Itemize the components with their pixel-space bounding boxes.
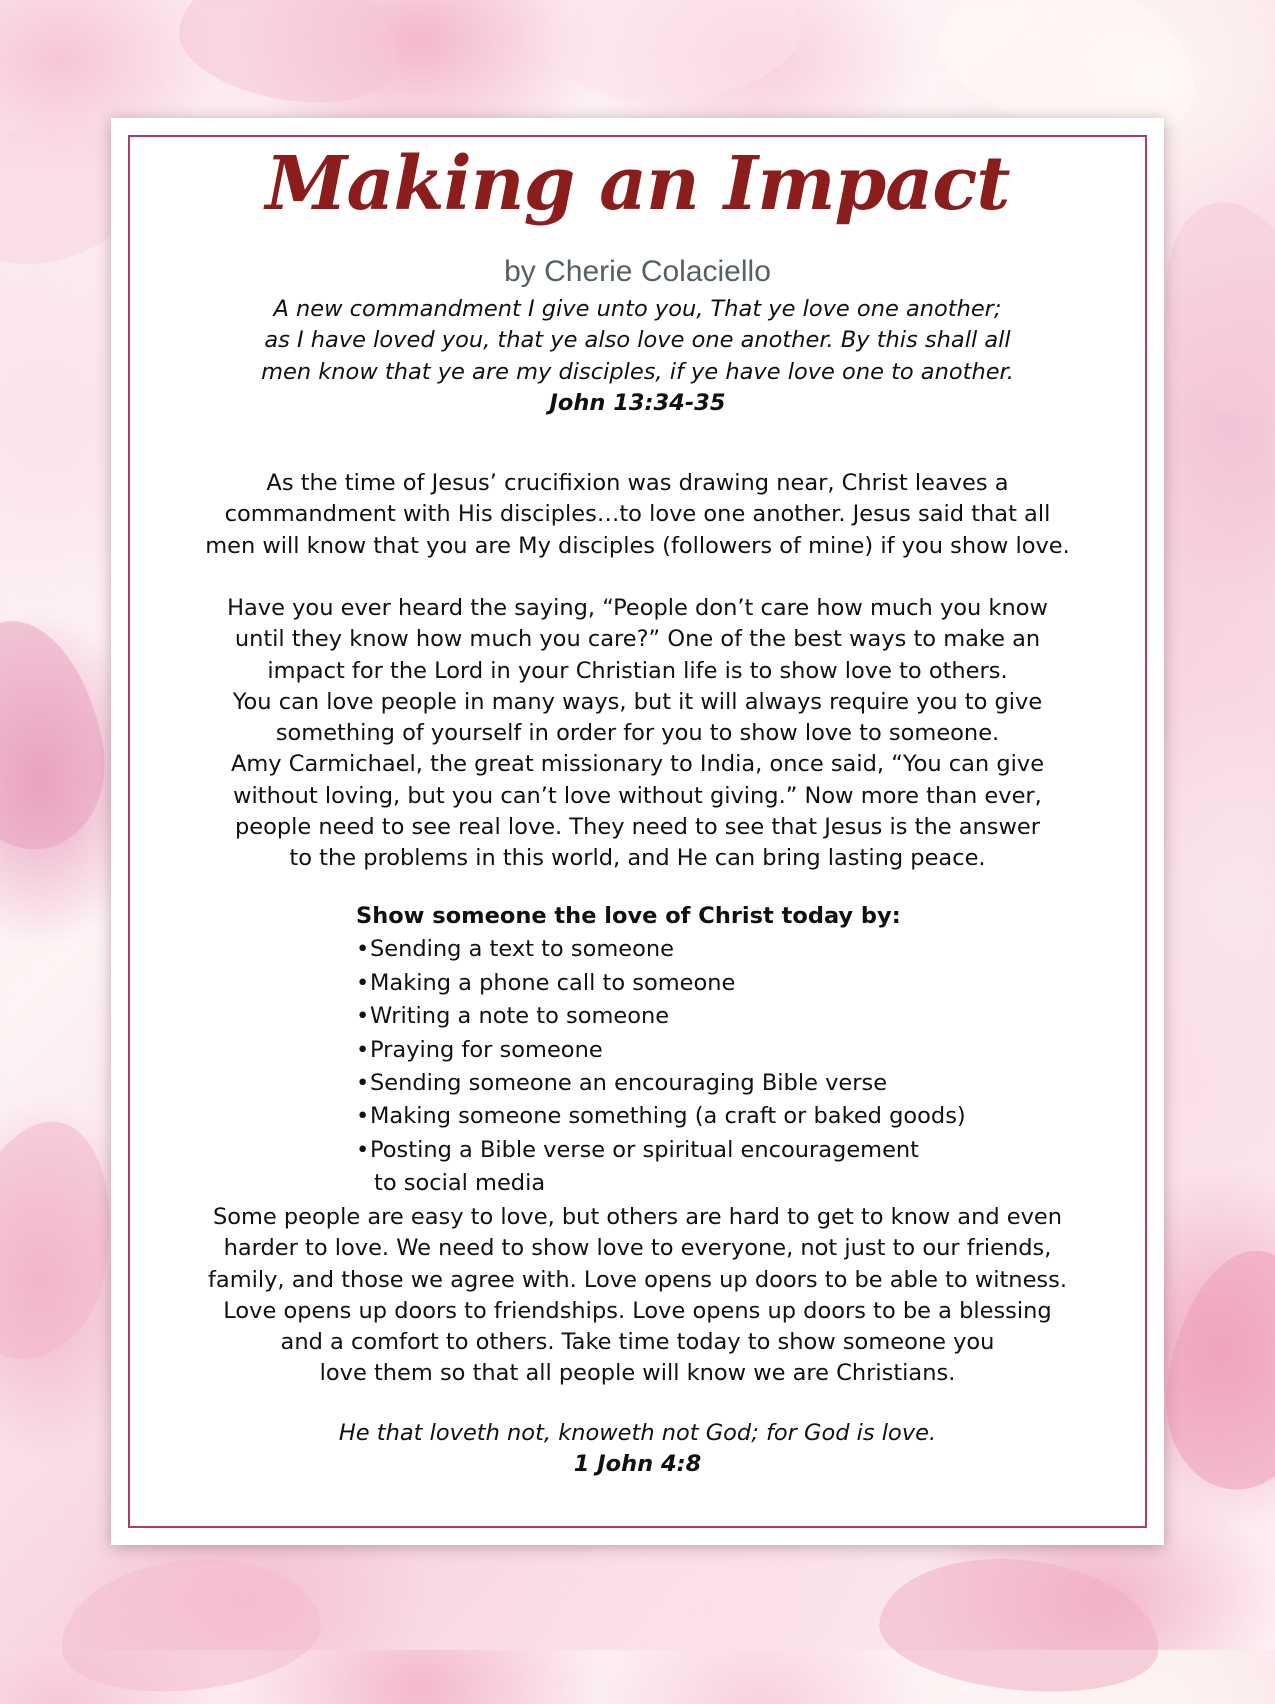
opening-verse-line: men know that ye are my disciples, if ye have love one to another. xyxy=(261,358,1014,385)
paragraph-line: without loving, but you can’t love without giving.” Now more than ever, xyxy=(233,782,1042,809)
bullet-icon: • xyxy=(356,1003,370,1030)
paragraph-line: As the time of Jesus’ crucifixion was drawing near, Christ leaves a xyxy=(266,470,1009,496)
bullet-icon: • xyxy=(356,1036,370,1063)
opening-verse xyxy=(111,294,1164,419)
list-item-text: Making a phone call to someone xyxy=(370,969,736,996)
paragraph-3 xyxy=(111,1202,1164,1390)
paragraph-line: love them so that all people will know we are Christians. xyxy=(319,1360,956,1387)
paragraph-line: commandment with His disciples…to love one another. Jesus said that all xyxy=(224,501,1051,528)
closing-verse-reference: 1 John 4:8 xyxy=(573,1451,702,1478)
list-item xyxy=(356,1067,966,1100)
opening-verse-line: A new commandment I give unto you, That ye love one another; xyxy=(273,296,1002,322)
love-actions-list xyxy=(356,900,966,1201)
bullet-icon: • xyxy=(356,1070,370,1097)
list-item xyxy=(356,1134,966,1167)
list-item xyxy=(356,933,966,966)
paragraph-line: Some people are easy to love, but others are hard to get to know and even xyxy=(212,1204,1063,1230)
paragraph-line: people need to see real love. They need to see that Jesus is the answer xyxy=(234,814,1040,841)
list-item-text: Making someone something (a craft or baked goods) xyxy=(370,1103,966,1130)
paragraph-line: Love opens up doors to friendships. Love opens up doors to be a blessing xyxy=(223,1297,1052,1324)
closing-verse-line: He that loveth not, knoweth not God; for God is love. xyxy=(338,1420,937,1446)
flower-petal-decoration xyxy=(1154,1241,1275,1500)
paragraph-line: something of yourself in order for you to show love to someone. xyxy=(275,720,1000,747)
flower-petal-decoration xyxy=(874,1546,1166,1704)
flower-petal-decoration xyxy=(170,0,409,118)
paragraph-1 xyxy=(111,468,1164,562)
author-byline: by Cherie Colaciello xyxy=(504,255,771,288)
opening-verse-line: as I have loved you, that ye also love one another. By this shall all xyxy=(264,327,1011,354)
list-item xyxy=(356,1100,966,1133)
bullet-icon: • xyxy=(356,1103,370,1130)
paragraph-line: Have you ever heard the saying, “People don’t care how much you know xyxy=(227,595,1048,621)
closing-verse xyxy=(111,1418,1164,1481)
list-heading: Show someone the love of Christ today by: xyxy=(356,903,901,929)
list-item-text: Sending someone an encouraging Bible verse xyxy=(370,1070,888,1097)
list-item-text: Posting a Bible verse or spiritual encouragement xyxy=(370,1136,920,1163)
paragraph-line: family, and those we agree with. Love opens up doors to be able to witness. xyxy=(207,1266,1068,1293)
bullet-icon: • xyxy=(356,1136,370,1163)
paragraph-line: until they know how much you care?” One of the best ways to make an xyxy=(234,626,1041,653)
paragraph-line: Amy Carmichael, the great missionary to India, once said, “You can give xyxy=(230,751,1045,778)
flower-petal-decoration xyxy=(551,0,808,116)
flower-petal-decoration xyxy=(54,1547,326,1703)
list-item-text: Writing a note to someone xyxy=(370,1003,670,1030)
paragraph-2 xyxy=(111,593,1164,875)
paragraph-line: impact for the Lord in your Christian life is to show love to others. xyxy=(267,657,1008,684)
bullet-icon: • xyxy=(356,969,370,996)
paragraph-line: and a comfort to others. Take time today to show someone you xyxy=(280,1329,995,1356)
paragraph-line: You can love people in many ways, but it will always require you to give xyxy=(232,688,1043,715)
paragraph-line: to the problems in this world, and He can bring lasting peace. xyxy=(289,845,986,872)
flower-petal-decoration xyxy=(0,609,119,862)
opening-verse-reference: John 13:34-35 xyxy=(549,389,726,416)
list-item xyxy=(356,1000,966,1033)
article-card xyxy=(111,118,1164,1545)
list-item-text: Praying for someone xyxy=(370,1036,603,1063)
list-item xyxy=(356,1034,966,1067)
list-item xyxy=(356,967,966,1000)
paragraph-line: men will know that you are My disciples (followers of mine) if you show love. xyxy=(205,532,1070,559)
list-item-text: Sending a text to someone xyxy=(370,936,674,963)
article-title: Making an Impact xyxy=(265,141,1010,227)
list-item-continuation: to social media xyxy=(374,1170,546,1197)
bullet-icon: • xyxy=(356,936,370,963)
paragraph-line: harder to love. We need to show love to everyone, not just to our friends, xyxy=(223,1235,1052,1262)
